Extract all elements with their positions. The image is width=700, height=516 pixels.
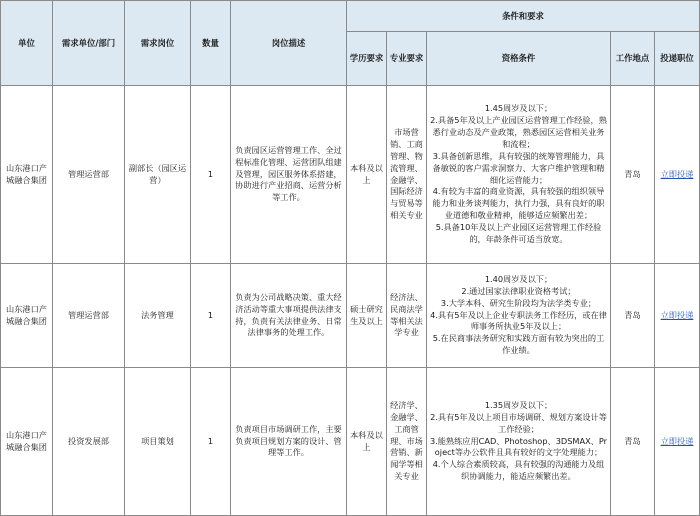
cell-dept: 管理运营部 (53, 264, 125, 368)
cell-location: 青岛 (611, 264, 655, 368)
header-conditions: 条件和要求 (347, 1, 700, 32)
qualification-item: 2.具有5年及以上项目市场调研、规划方案设计等工作经验； (430, 411, 607, 434)
header-count: 数量 (191, 1, 231, 86)
cell-education: 硕士研究生及以上 (347, 264, 387, 368)
cell-count: 1 (191, 368, 231, 516)
apply-link[interactable]: 立即投递 (660, 168, 694, 179)
cell-major: 经济学、金融学、工商管理、市场营销、新闻学等相关专业 (387, 368, 427, 516)
cell-dept: 管理运营部 (53, 86, 125, 264)
header-position: 需求岗位 (125, 1, 191, 86)
qualification-item: 3.大学本科、研究生阶段均为法学类专业； (440, 297, 597, 308)
cell-duties: 负责园区运营管理工作、全过程标准化管理、运营团队组建及管理，园区服务体系搭建，协助进行产业招商、运营分析等工作。 (231, 86, 347, 264)
cell-education: 本科及以上 (347, 86, 387, 264)
cell-duties: 负责项目市场调研工作，主要负责项目规划方案的设计、管理等工作。 (231, 368, 347, 516)
table-row (1, 86, 700, 264)
cell-unit: 山东港口产城融合集团 (1, 264, 53, 368)
cell-dept: 投资发展部 (53, 368, 125, 516)
qualification-item: 1.40周岁及以下； (484, 273, 553, 284)
header-apply: 投递职位 (655, 32, 700, 86)
cell-qualification (427, 368, 611, 516)
cell-education: 本科及以上 (347, 368, 387, 516)
cell-location: 青岛 (611, 86, 655, 264)
cell-major: 市场营销、工商管理、物流管理、金融学、国际经济与贸易等相关专业 (387, 86, 427, 264)
cell-major: 经济法、民商法学等相关法学专业 (387, 264, 427, 368)
header-education: 学历要求 (347, 32, 387, 86)
qualification-item: 3.具备创新思维，具有较强的统筹管理能力，具备敏锐的客户需求洞察力、大客户维护管理和精细化运营能力； (432, 150, 605, 185)
header-duties: 岗位描述 (231, 1, 347, 86)
qualification-item: 1.35周岁及以下； (484, 399, 553, 410)
cell-qualification (427, 86, 611, 264)
cell-apply (655, 264, 700, 368)
cell-count: 1 (191, 86, 231, 264)
cell-unit: 山东港口产城融合集团 (1, 368, 53, 516)
qualification-item: 4.有较为丰富的商业资源，具有较强的组织领导能力和业务谈判能力，执行力强，具有良好的职业道德和敬业精神，能够适应频繁出差； (432, 186, 605, 221)
cell-duties: 负责为公司战略决策、重大经济活动等重大事项提供法律支持，负责有关法律业务、日常法律事务的处理工作。 (231, 264, 347, 368)
qualification-item: 4.具有5年及以上企业专职法务工作经历，或在律师事务所执业5年及以上； (430, 309, 607, 332)
header-unit: 单位 (1, 1, 53, 86)
cell-position: 法务管理 (125, 264, 191, 368)
cell-count: 1 (191, 264, 231, 368)
qualification-item: 2.具备5年及以上产业园区运营管理工作经验，熟悉行业动态及产业政策，熟悉园区运营相关业务和流程； (430, 115, 607, 149)
qualification-item: 1.45周岁及以下； (484, 103, 553, 114)
cell-position: 副部长（园区运营） (125, 86, 191, 264)
apply-link[interactable]: 立即投递 (660, 435, 694, 446)
cell-position: 项目策划 (125, 368, 191, 516)
header-major: 专业要求 (387, 32, 427, 86)
qualification-item: 2.通过国家法律职业资格考试； (461, 285, 576, 296)
qualification-item: 3.能熟练应用CAD、Photoshop、3DSMAX、Project等办公软件且具有较好的文字处理能力； (429, 435, 608, 458)
header-qualification: 资格条件 (427, 32, 611, 86)
qualification-item: 5.在民商事法务研究和实践方面有较为突出的工作业绩。 (432, 333, 605, 356)
cell-apply (655, 368, 700, 516)
qualification-item: 4.个人综合素质较高，具有较强的沟通能力及组织协调能力，能适应频繁出差。 (432, 459, 605, 482)
table-row (1, 264, 700, 368)
cell-qualification (427, 264, 611, 368)
header-dept: 需求单位/部门 (53, 1, 125, 86)
cell-apply (655, 86, 700, 264)
table-row (1, 368, 700, 516)
apply-link[interactable]: 立即投递 (660, 309, 694, 320)
cell-unit: 山东港口产城融合集团 (1, 86, 53, 264)
qualification-item: 5.具备10年及以上产业园区运营管理工作经验的，年龄条件可适当放宽。 (435, 222, 602, 244)
cell-location: 青岛 (611, 368, 655, 516)
header-location: 工作地点 (611, 32, 655, 86)
